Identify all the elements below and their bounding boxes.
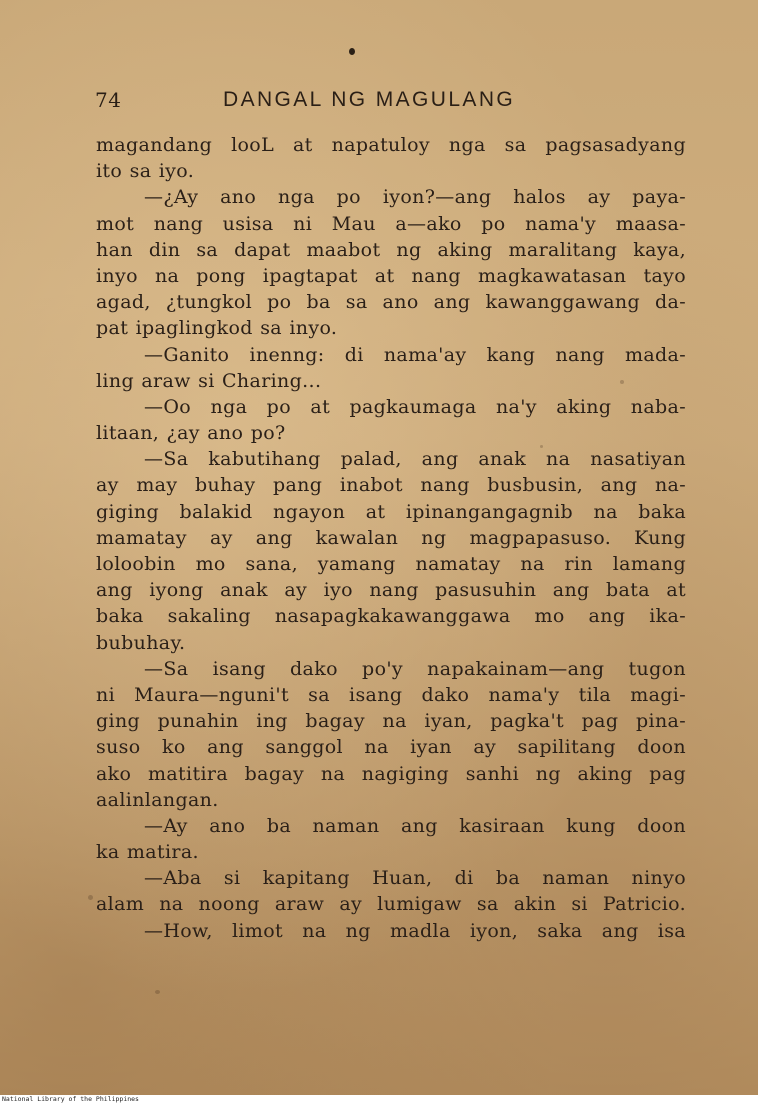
page-number: 74 — [95, 88, 122, 112]
text-line: inyo na pong ipagtapat at nang magkawatasan tayo — [96, 264, 686, 287]
text-line: ling araw si Charing... — [96, 369, 322, 392]
text-line: —Oo nga po at pagkaumaga na'y aking naba- — [144, 395, 686, 418]
text-line: —Sa isang dako po'y napakainam—ang tugon — [144, 657, 686, 680]
library-credit: National Library of the Philippines — [2, 1095, 139, 1103]
text-line: ging punahin ing bagay na iyan, pagka't pag pina- — [96, 710, 686, 733]
text-line: bubuhay. — [96, 631, 186, 654]
text-line: giging balakid ngayon at ipinangangagnib na baka — [96, 500, 686, 523]
text-line: ni Maura—nguni't sa isang dako nama'y tila magi- — [96, 683, 686, 706]
text-line: suso ko ang sanggol na iyan ay sapilitang doon — [96, 736, 686, 759]
running-title: DANGAL NG MAGULANG — [223, 88, 516, 111]
text-line: ka matira. — [96, 841, 199, 864]
text-line: ay may buhay pang inabot nang busbusin, ang na- — [96, 474, 686, 497]
paper-stain — [540, 445, 543, 448]
page-header — [95, 86, 695, 116]
text-line: magandang looL at napatuloy nga sa pagsasadyang — [96, 134, 686, 156]
text-line: —Ay ano ba naman ang kasiraan kung doon — [144, 814, 686, 837]
text-line: litaan, ¿ay ano po? — [96, 422, 286, 445]
text-line: —How, limot na ng madla iyon, saka ang isa — [144, 919, 686, 942]
text-line: ang iyong anak ay iyo nang pasusuhin ang bata at — [96, 579, 686, 602]
text-line: alam na noong araw ay lumigaw sa akin si Patricio. — [96, 893, 686, 916]
text-line: —Aba si kapitang Huan, di ba naman ninyo — [144, 867, 686, 890]
text-line: agad, ¿tungkol po ba sa ano ang kawanggawang da- — [96, 291, 686, 314]
text-line: mot nang usisa ni Mau a—ako po nama'y maasa- — [96, 212, 686, 235]
paper-stain — [620, 380, 624, 384]
body-text — [96, 132, 686, 944]
text-line: aalinlangan. — [96, 788, 219, 811]
text-line: baka sakaling nasapagkakawanggawa mo ang ika- — [96, 605, 686, 628]
text-line: mamatay ay ang kawalan ng magpapasuso. Kung — [96, 526, 686, 549]
text-line: —¿Ay ano nga po iyon?—ang halos ay paya- — [144, 186, 686, 209]
paper-stain — [88, 895, 93, 900]
text-line: loloobin mo sana, yamang namatay na rin lamang — [96, 553, 686, 575]
text-line: —Ganito inenng: di nama'ay kang nang mada- — [144, 343, 686, 366]
text-line: han din sa dapat maabot ng aking maralitang kaya, — [96, 238, 686, 261]
ink-dot — [349, 48, 355, 55]
text-line: ito sa iyo. — [96, 160, 195, 183]
text-line: ako matitira bagay na nagiging sanhi ng aking pag — [96, 762, 686, 785]
text-line: pat ipaglingkod sa inyo. — [96, 317, 338, 340]
paper-stain — [155, 990, 160, 994]
text-line: —Sa kabutihang palad, ang anak na nasatiyan — [144, 448, 686, 471]
